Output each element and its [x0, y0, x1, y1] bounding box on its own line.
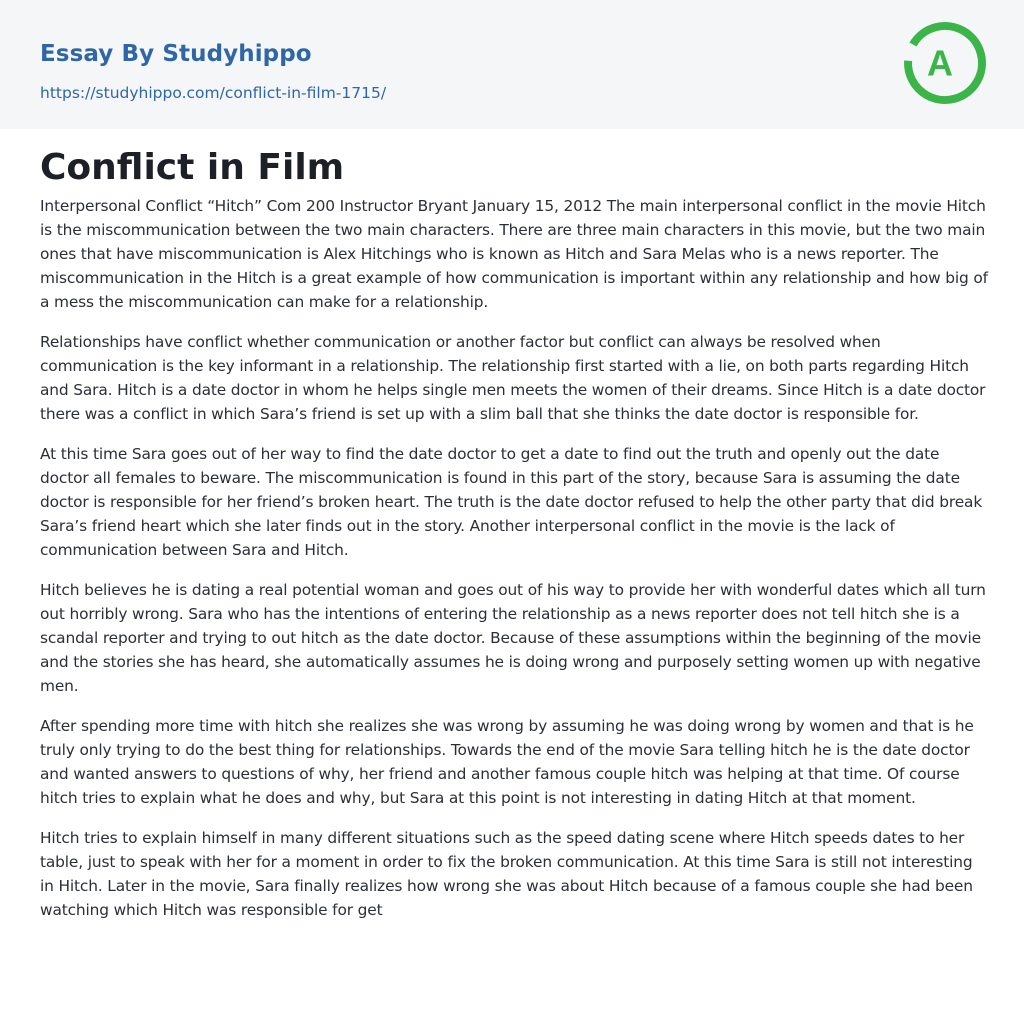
page-title: Conflict in Film	[40, 147, 345, 188]
logo-letter: A	[927, 42, 953, 84]
brand-title: Essay By Studyhippo	[40, 41, 312, 67]
article-paragraph: After spending more time with hitch she realizes she was wrong by assuming he was doing wrong by women and that is he truly only trying to do the best thing for relationships. Towards the end of the movie Sara telling hitch he is the date doctor and wanted answers to questions of why, her friend and another famous couple hitch was helping at that time. Of course hitch tries to explain what he does and why, but Sara at this point is not interesting in dating Hitch at that moment.	[40, 717, 974, 807]
article-paragraph: At this time Sara goes out of her way to find the date doctor to get a date to find out the truth and openly out the date doctor all females to beware. The miscommunication is found in this part of the story, because Sara is assuming the date doctor is responsible for her friend’s broken heart. The truth is the date doctor refused to help the other party that did break Sara’s friend heart which she later finds out in the story. Another interpersonal conflict in the movie is the lack of communication between Sara and Hitch.	[40, 445, 983, 559]
article-paragraph: Interpersonal Conflict “Hitch” Com 200 Instructor Bryant January 15, 2012 The main interpersonal conflict in the movie Hitch is the miscommunication between the two main characters. There are three main characters in this movie, but the two main ones that have miscommunication is Alex Hitchings who is known as Hitch and Sara Melas who is a news reporter. The miscommunication in the Hitch is a great example of how communication is important within any relationship and how big of a mess the miscommunication can make for a relationship.	[40, 197, 988, 311]
article-paragraph: Hitch believes he is dating a real potential woman and goes out of his way to provide her with wonderful dates which all turn out horribly wrong. Sara who has the intentions of entering the relationship as a news reporter does not tell hitch she is a scandal reporter and trying to out hitch as the date doctor. Because of these assumptions within the beginning of the movie and the stories she has heard, she automatically assumes he is doing wrong and purposely setting women up with negative men.	[40, 581, 986, 695]
article-paragraph: Hitch tries to explain himself in many different situations such as the speed dating scene where Hitch speeds dates to her table, just to speak with her for a moment in order to fix the broken communication. At this time Sara is still not interesting in Hitch. Later in the movie, Sara finally realizes how wrong she was about Hitch because of a famous couple she had been watching which Hitch was responsible for get	[40, 829, 973, 919]
article-body	[40, 194, 988, 922]
page-header	[0, 0, 1024, 129]
article-paragraph: Relationships have conflict whether communication or another factor but conflict can always be resolved when communication is the key informant in a relationship. The relationship first started with a lie, on both parts regarding Hitch and Sara. Hitch is a date doctor in whom he helps single men meets the women of their dreams. Since Hitch is a date doctor there was a conflict in which Sara’s friend is set up with a slim ball that she thinks the date doctor is responsible for.	[40, 333, 986, 423]
studyhippo-logo-icon	[899, 19, 987, 107]
source-url-link[interactable]: https://studyhippo.com/conflict-in-film-1715/	[40, 84, 387, 102]
article	[40, 143, 988, 938]
